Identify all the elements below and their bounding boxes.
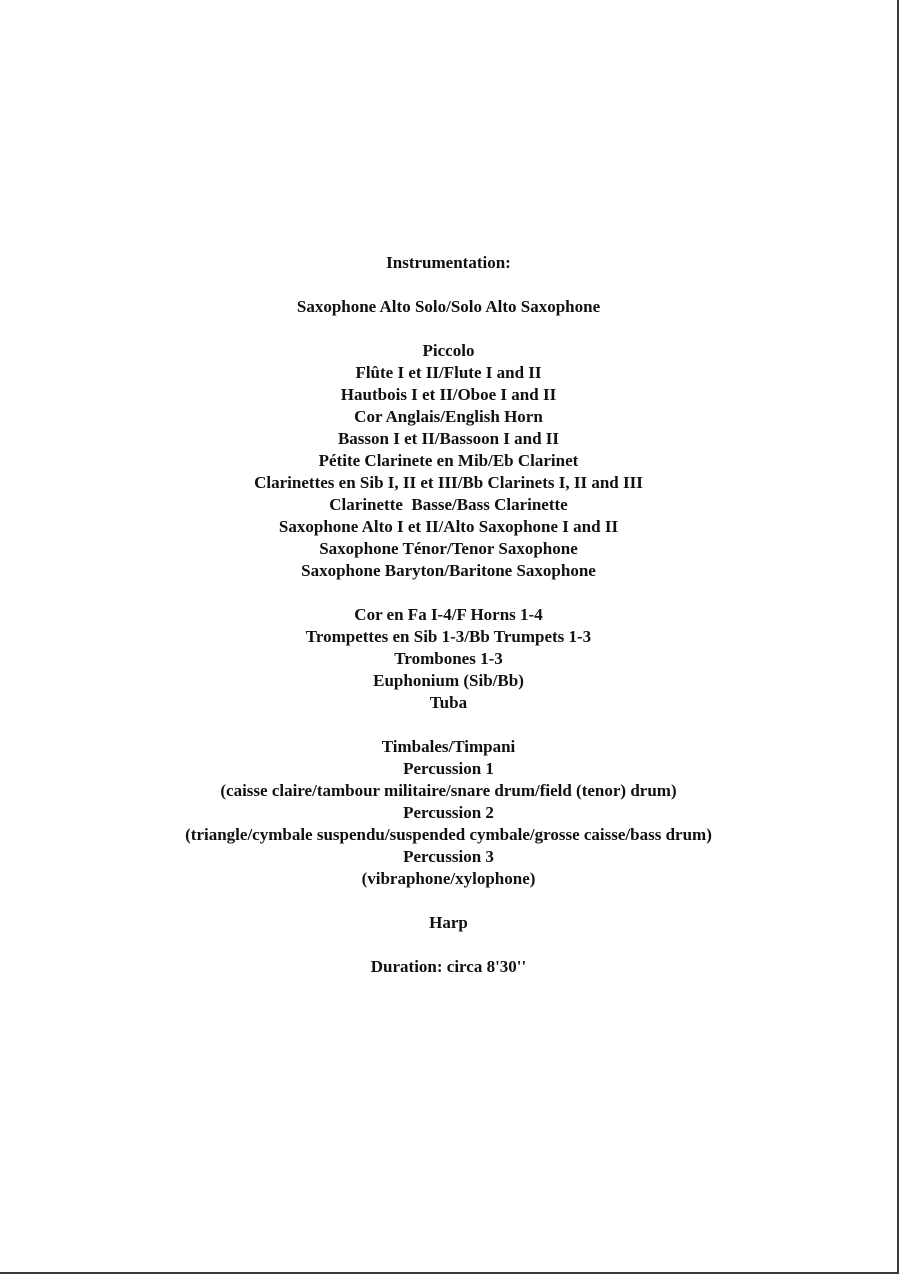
woodwind-instrument: Pétite Clarinete en Mib/Eb Clarinet [318, 451, 579, 470]
percussion-instrument: Timbales/Timpani [381, 737, 516, 756]
spacer [0, 890, 897, 912]
brass-instrument: Cor en Fa I-4/F Horns 1-4 [354, 605, 543, 624]
harp-line: Harp [429, 913, 468, 932]
percussion-instrument: Percussion 1 [403, 759, 494, 778]
woodwind-instrument: Clarinettes en Sib I, II et III/Bb Clarinets I, II and III [254, 473, 643, 492]
woodwind-instrument: Piccolo [422, 341, 475, 360]
woodwind-instrument: Clarinette Basse/Bass Clarinette [329, 495, 568, 514]
spacer [0, 714, 897, 736]
soloist-line: Saxophone Alto Solo/Solo Alto Saxophone [296, 297, 601, 316]
woodwind-instrument: Flûte I et II/Flute I and II [355, 363, 542, 382]
percussion-instrument: (triangle/cymbale suspendu/suspended cymbale/grosse caisse/bass drum) [185, 825, 712, 844]
woodwind-instrument: Saxophone Alto I et II/Alto Saxophone I and II [278, 517, 619, 536]
brass-section [0, 604, 897, 714]
spacer [0, 274, 897, 296]
woodwind-instrument: Cor Anglais/English Horn [354, 407, 543, 426]
woodwind-instrument: Saxophone Ténor/Tenor Saxophone [319, 539, 578, 558]
woodwinds-section [0, 340, 897, 582]
brass-instrument: Euphonium (Sib/Bb) [373, 671, 524, 690]
brass-instrument: Trombones 1-3 [394, 649, 503, 668]
brass-instrument: Trompettes en Sib 1-3/Bb Trumpets 1-3 [305, 627, 592, 646]
percussion-instrument: (caisse claire/tambour militaire/snare drum/field (tenor) drum) [220, 781, 677, 800]
spacer [0, 582, 897, 604]
woodwind-instrument: Saxophone Baryton/Baritone Saxophone [301, 561, 596, 580]
woodwind-instrument: Hautbois I et II/Oboe I and II [340, 385, 557, 404]
instrumentation-heading: Instrumentation: [386, 253, 511, 272]
percussion-instrument: Percussion 3 [403, 847, 494, 866]
spacer [0, 318, 897, 340]
woodwind-instrument: Basson I et II/Bassoon I and II [337, 429, 560, 448]
duration-line: Duration: circa 8'30'' [370, 957, 527, 976]
percussion-section [0, 736, 897, 890]
instrumentation-list [0, 252, 897, 978]
percussion-instrument: Percussion 2 [403, 803, 494, 822]
brass-instrument: Tuba [429, 693, 468, 712]
spacer [0, 934, 897, 956]
percussion-instrument: (vibraphone/xylophone) [361, 869, 536, 888]
